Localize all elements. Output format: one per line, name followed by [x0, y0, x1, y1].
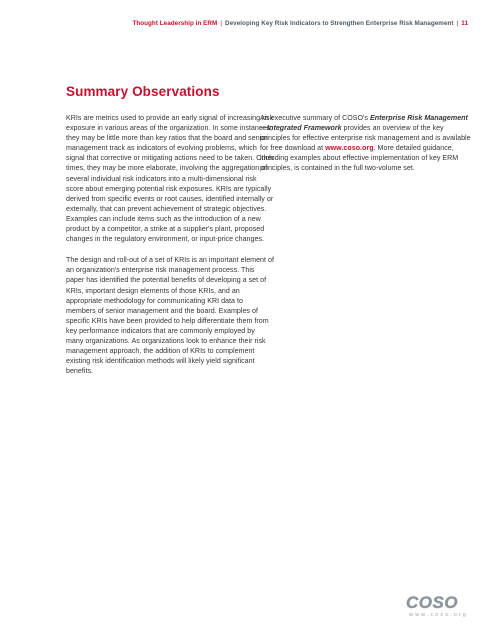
framework-title: Enterprise Risk Management—Integrated Framework	[260, 114, 468, 133]
body-paragraph-1: KRIs are metrics used to provide an early signal of increasing risk exposure in various areas of the organization. In some instances, they may be little more than key ratios that the board and senior management track as indicators of evolving problems, which signal that corrective or mitigating actions need to be taken. Other times, they may be more elaborate, involving the aggregation of several individual risk indicators into a multi-dimensional risk score about emerging potential risk exposures. KRIs are typically derived from specific events or root causes, identified internally or externally, that can prevent achievement of strategic objectives. Examples can include items such as the introduction of a new product by a competitor, a strike at a supplier's plant, proposed changes in the regulatory environment, or input-price changes.	[66, 114, 274, 244]
footer-url[interactable]: www.coso.org	[409, 612, 468, 618]
header-series-label: Thought Leadership in ERM	[132, 20, 218, 27]
coso-logo-wordmark: COSO	[405, 593, 459, 611]
header-separator: |	[220, 20, 222, 27]
section-heading: Summary Observations	[66, 84, 220, 99]
running-header	[132, 20, 468, 27]
left-column	[66, 113, 274, 387]
right-column	[260, 113, 472, 185]
page-number: 11	[461, 20, 468, 27]
header-separator-2: |	[456, 20, 459, 27]
coso-logo-mark	[401, 593, 463, 611]
summary-text-a: An executive summary of COSO's	[260, 114, 370, 122]
body-paragraph-2: The design and roll-out of a set of KRIs is an important element of an organization's enterprise risk management process. This paper has identified the potential benefits of developing a set of KRIs, important design elements of those KRIs, and an appropriate methodology for communicating KRI data to members of senior management and the board. Examples of specific KRIs have been provided to help differentiate them from key performance indicators that are commonly employed by many organizations. As organizations look to enhance their risk management approach, the addition of KRIs to complement existing risk identification methods will likely yield significant benefits.	[66, 256, 274, 376]
coso-website-link[interactable]: www.coso.org	[325, 144, 374, 153]
executive-summary-paragraph	[260, 113, 472, 174]
coso-logo	[396, 593, 468, 618]
header-document-title: Developing Key Risk Indicators to Strengthen Enterprise Risk Management	[225, 20, 454, 27]
summary-text-c: . More detailed guidance, including examples about effective implementation of key ERM principles, is contained in the full two-volume set.	[260, 144, 459, 173]
summary-text-b: provides an overview of the key principles for effective enterprise risk management and is available for free download at	[260, 124, 471, 153]
